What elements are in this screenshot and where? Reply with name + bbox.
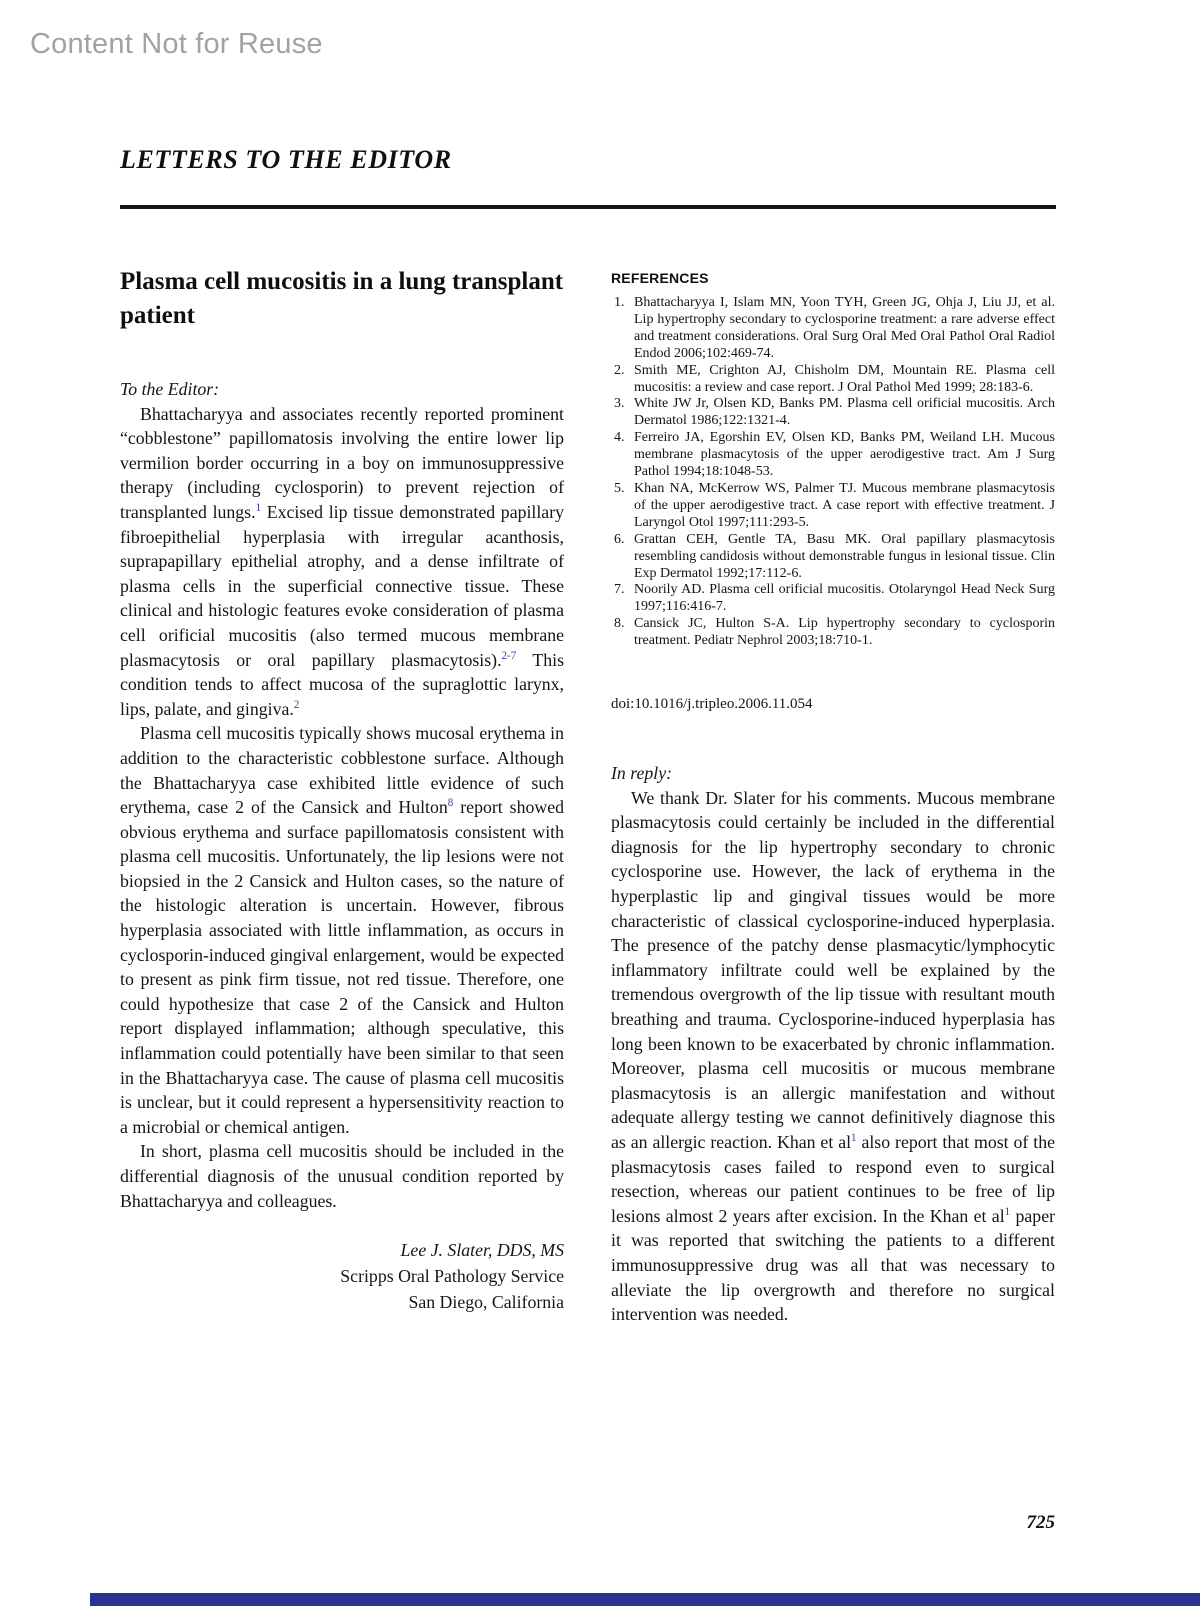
reference-text: Bhattacharyya I, Islam MN, Yoon TYH, Green JG, Ohja J, Liu JJ, et al. Lip hypertrophy secondary to cyclosporine treatment: a rare adverse effect and treatment considerations. Oral Surg Oral Med Oral Pathol Oral Radiol Endod 2006;102:469-74. — [634, 295, 1055, 361]
reference-text: Grattan CEH, Gentle TA, Basu MK. Oral papillary plasmacytosis resembling candidosis without demonstrable fungus in lesional tissue. Clin Exp Dermatol 1992;17:112-6. — [634, 531, 1055, 581]
reference-text: Smith ME, Crighton AJ, Chisholm DM, Mountain RE. Plasma cell mucositis: a review and case report. J Oral Pathol Med 1999; 28:183-6. — [634, 362, 1055, 395]
page-content — [120, 145, 1056, 1327]
reference-number: 8. — [614, 616, 625, 632]
references-column — [611, 265, 1055, 1327]
reference-number: 1. — [614, 295, 625, 310]
section-header: LETTERS TO THE EDITOR — [120, 145, 452, 174]
reference-number: 4. — [614, 430, 625, 446]
reference-list — [611, 295, 1055, 650]
page-number: 725 — [1026, 1512, 1055, 1533]
doi-text: doi:10.1016/j.tripleo.2006.11.054 — [611, 696, 813, 713]
two-column-layout — [120, 265, 1056, 1327]
reference-text: Cansick JC, Hulton S-A. Lip hypertrophy secondary to cyclosporin treatment. Pediatr Nephrol 2003;18:710-1. — [634, 616, 1055, 649]
letter-paragraph: Bhattacharyya and associates recently reported prominent “cobblestone” papillomatosis involving the entire lower lip vermilion border occurring in a boy on immunosuppressive therapy (including cyclosporin) to prevent rejection of transplanted lungs.$^1$ Excised lip tissue demonstrated papillary fibroepithelial hyperplasia with irregular acanthosis, suprapapillary epithelial atrophy, and a dense infiltrate of plasma cells in the superficial connective tissue. These clinical and histologic features evoke consideration of plasma cell orificial mucositis (also termed mucous membrane plasmacytosis or oral papillary plasmacytosis).$^{2-7}$ This condition tends to affect mucosa of the supraglottic larynx, lips, palate, and gingiva.$^2$ — [120, 403, 565, 719]
reply-salutation: In reply: — [611, 763, 673, 784]
reference-superscript[interactable]: 1 — [851, 1132, 857, 1145]
watermark-text: Content Not for Reuse — [30, 28, 323, 60]
reference-number: 2. — [614, 362, 625, 378]
reference-item — [611, 430, 1055, 481]
reference-number: 3. — [614, 396, 625, 412]
reference-item — [611, 616, 1055, 650]
references-heading: REFERENCES — [611, 270, 709, 286]
reference-superscript[interactable]: 8 — [447, 797, 454, 810]
reference-item — [611, 295, 1055, 363]
signature-name: Lee J. Slater, DDS, MS — [400, 1240, 564, 1261]
reference-superscript[interactable]: 2 — [293, 698, 300, 711]
reference-text: Noorily AD. Plasma cell orificial mucositis. Otolaryngol Head Neck Surg 1997;116:416-7. — [634, 582, 1055, 615]
letter-salutation: To the Editor: — [120, 379, 220, 399]
letter-column — [120, 265, 564, 1327]
reference-superscript[interactable]: 2-7 — [501, 649, 517, 662]
reply-body — [611, 786, 1055, 1327]
reference-text: Ferreiro JA, Egorshin EV, Olsen KD, Banks PM, Weiland LH. Mucous membrane plasmacytosis of the upper aerodigestive tract. Am J Surg Pathol 1994;18:1048-53. — [634, 430, 1055, 480]
footer-bar — [90, 1593, 1200, 1606]
reference-item — [611, 363, 1055, 397]
signature-affiliation: Scripps Oral Pathology Service — [340, 1266, 564, 1287]
reference-number: 6. — [614, 531, 625, 547]
letter-title: Plasma cell mucositis in a lung transplant patient — [120, 268, 564, 329]
reference-number: 7. — [614, 582, 625, 598]
letter-paragraph: In short, plasma cell mucositis should be included in the differential diagnosis of the unusual condition reported by Bhattacharyya and colleagues. — [120, 1141, 564, 1211]
signature-location: San Diego, California — [408, 1292, 564, 1313]
reference-text: Khan NA, McKerrow WS, Palmer TJ. Mucous membrane plasmacytosis of the upper aerodigestive tract. A case report with effective treatment. J Laryngol Otol 1997;111:293-5. — [634, 480, 1055, 530]
letter-body — [120, 402, 564, 1214]
reference-item — [611, 582, 1055, 616]
reference-superscript[interactable]: 1 — [255, 502, 262, 515]
reference-item — [611, 532, 1055, 583]
reference-item — [611, 481, 1055, 532]
reply-paragraph: We thank Dr. Slater for his comments. Mucous membrane plasmacytosis could certainly be included in the differential diagnosis for the lip hypertrophy secondary to chronic cyclosporine use. However, the lack of erythema in the hyperplastic lip and gingival tissues would be more characteristic of classical cyclosporine-induced hyperplasia. The presence of the patchy dense plasmacytic/lymphocytic inflammatory infiltrate could well be explained by the tremendous overgrowth of the lip tissue with resultant mouth breathing and trauma. Cyclosporine-induced hyperplasia has long been known to be exacerbated by chronic inflammation. Moreover, plasma cell mucositis or mucous membrane plasmacytosis is an allergic manifestation and without adequate allergy testing we cannot definitively diagnose this as an allergic reaction. Khan et al$^1$ also report that most of the plasmacytosis cases failed to respond even to surgical resection, whereas our patient continues to be free of lip lesions almost 2 years after excision. In the Khan et al$^1$ paper it was reported that switching the patients to a different immunosuppressive drug was all that was necessary to alleviate the lip overgrowth and therefore no surgical intervention was needed. — [611, 787, 1056, 1325]
reference-superscript[interactable]: 1 — [1004, 1205, 1011, 1218]
header-rule — [120, 205, 1056, 209]
reference-item — [611, 396, 1055, 430]
reference-text: White JW Jr, Olsen KD, Banks PM. Plasma cell orificial mucositis. Arch Dermatol 1986;122:1321-4. — [634, 396, 1055, 429]
letter-paragraph: Plasma cell mucositis typically shows mucosal erythema in addition to the characteristic cobblestone surface. Although the Bhattacharyya case exhibited little evidence of such erythema, case 2 of the Cansick and Hulton$^8$ report showed obvious erythema and surface papillomatosis consistent with plasma cell mucositis. Unfortunately, the lip lesions were not biopsied in the 2 Cansick and Hulton cases, so the nature of the histologic alteration is uncertain. However, fibrous hyperplasia associated with little inflammation, as occurs in cyclosporin-induced gingival enlargement, would be expected to present as pink firm tissue, not red tissue. Therefore, one could hypothesize that case 2 of the Cansick and Hulton report displayed inflammation; although speculative, this inflammation could potentially have been similar to that seen in the Bhattacharyya case. The cause of plasma cell mucositis is unclear, but it could represent a hypersensitivity reaction to a microbial or chemical antigen. — [120, 723, 565, 1137]
signature-block — [120, 1237, 564, 1315]
reference-number: 5. — [614, 480, 625, 496]
